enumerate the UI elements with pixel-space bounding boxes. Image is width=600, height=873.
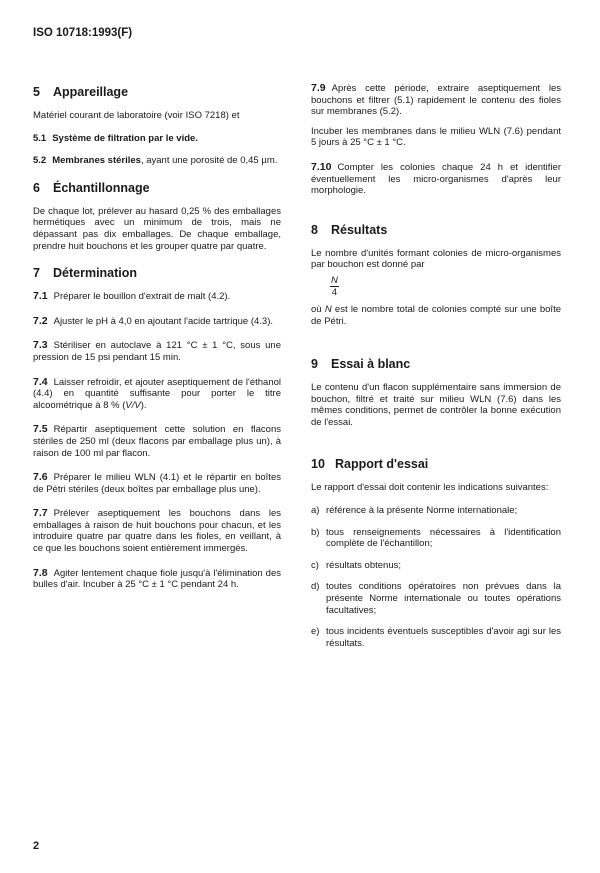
clause-text: Ajuster le pH à 4,0 en ajoutant l'acide tartrique (4.3). [53,315,273,327]
clause-7-10 [311,162,561,197]
clause-5-1 [33,133,281,145]
section-number: 6 [33,180,40,195]
section-9-text: Le contenu d'un flacon supplémentaire sans immersion de bouchon, filtré et traité sur milieu WLN (7.6) dans les mêmes conditions, permet de contrôler la bonne exécution de l'essai. [311,382,561,428]
section-9-heading [311,357,561,372]
clause-text: Préparer le milieu WLN (4.1) et le répartir en boîtes de Pétri stériles (deux boîtes par emballage plus une). [33,472,281,495]
list-text: tous renseignements nécessaires à l'identification complète de l'échantillon; [326,526,561,550]
clause-text-end: ). [140,399,147,411]
list-item [311,626,561,649]
clause-bold-term: Membranes stériles [52,155,141,167]
list-item [311,527,561,550]
list-marker: b) [311,526,320,538]
clause-text: Prélever aseptiquement les bouchons dans les emballages à raison de huit bouchons pour chacun, et les introduire quatre par quatre dans les fioles, en veillant, à ce que les bouchons soient entièrement immergés. [33,508,281,555]
clause-text: Compter les colonies chaque 24 h et identifier éventuellement les micro-organismes d'après leur morphologie. [311,161,561,197]
section-number: 8 [311,222,318,237]
fraction-denominator: 4 [331,286,338,298]
clause-number: 7.1 [33,290,48,303]
list-text: référence à la présente Norme internationale; [326,505,518,517]
clause-7-6 [33,472,281,495]
clause-7-1 [33,291,281,303]
clause-number: 7.10 [311,160,332,173]
clause-7-9-continued: Incuber les membranes dans le milieu WLN (7.6) pendant 5 jours à 25 °C ± 1 °C. [311,125,561,149]
where-text: est le nombre total de colonies compté sur une boîte de Pétri. [311,303,561,327]
list-item [311,505,561,517]
clause-number: 7.6 [33,471,48,484]
clause-7-7 [33,508,281,554]
clause-7-8 [33,568,281,591]
fraction-numerator: N [331,274,338,286]
section-8-heading [311,223,561,238]
clause-number: 7.9 [311,82,326,94]
page-number: 2 [33,840,40,852]
clause-number: 7.5 [33,423,48,436]
clause-text: Préparer le bouillon d'extrait de malt (4.2). [53,291,231,303]
clause-italic: V/V [125,399,141,411]
clause-number: 7.8 [33,566,48,579]
section-10-text: Le rapport d'essai doit contenir les indications suivantes: [311,481,549,493]
clause-number: 5.2 [33,155,47,167]
section-title: Échantillonnage [53,180,150,195]
clause-5-2 [33,155,281,167]
clause-number: 5.1 [33,132,47,144]
list-item [311,560,561,572]
list-marker: c) [311,559,319,571]
section-8-text: Le nombre d'unités formant colonies de micro-organismes par bouchon est donné par [311,247,561,271]
list-text: tous incidents éventuels susceptibles d'avoir agi sur les résultats. [326,626,561,649]
section-10-heading [311,457,561,472]
clause-7-2 [33,316,281,328]
where-prefix: où [311,303,325,315]
section-8-where [311,304,561,327]
list-marker: d) [311,581,320,593]
formula-fraction [330,275,339,298]
list-marker: a) [311,505,320,517]
clause-7-5 [33,424,281,459]
clause-number: 7.2 [33,314,48,327]
list-text: résultats obtenus; [326,559,401,571]
right-column [311,83,561,659]
section-title: Appareillage [53,85,129,99]
section-5-intro: Matériel courant de laboratoire (voir ISO 7218) et [33,110,240,121]
clause-number: 7.7 [33,507,48,520]
section-title: Résultats [331,222,388,237]
clause-text: Stériliser en autoclave à 121 °C ± 1 °C, sous une pression de 15 psi pendant 15 min. [33,340,281,363]
section-title: Essai à blanc [331,357,411,372]
section-number: 10 [311,456,325,471]
section-6-text: De chaque lot, prélever au hasard 0,25 % des emballages hermétiques avec un minimum de trois, mais ne dépassant pas dix emballages. De chaque emballage, prendre huit bouchons et les grouper quatre par quatre. [33,205,281,252]
section-number: 9 [311,357,318,372]
left-column [33,85,281,602]
clause-title: Système de filtration par le vide. [52,132,198,144]
section-number: 5 [33,85,40,99]
list-marker: e) [311,626,320,638]
section-7-heading [33,266,281,281]
document-header: ISO 10718:1993(F) [33,27,133,39]
clause-text: Répartir aseptiquement cette solution en flacons stériles de 250 ml (deux flacons par emballage plus un), à raison de 100 ml par flacon. [33,424,281,459]
clause-7-3 [33,340,281,363]
clause-text: Laisser refroidir, et ajouter aseptiquement de l'éthanol (4.4) en quantité suffisante pour porter le titre alcoométrique à 8 % ( [33,376,281,411]
section-5-heading [33,85,281,100]
clause-7-4 [33,377,281,412]
where-variable: N [324,303,332,315]
clause-number: 7.3 [33,339,48,352]
clause-text: , ayant une porosité de 0,45 µm. [140,155,278,167]
section-6-heading [33,181,281,196]
list-text: toutes conditions opératoires non prévues dans la présente Norme internationale ou toutes opérations facultatives; [326,581,561,616]
clause-7-9 [311,83,561,118]
section-title: Rapport d'essai [335,456,429,471]
list-item [311,581,561,616]
clause-number: 7.4 [33,375,48,388]
clause-text: Après cette période, extraire aseptiquement les bouchons et filtrer (5.1) rapidement le contenu des fioles sur membranes (5.2). [311,83,561,118]
section-number: 7 [33,266,40,281]
clause-text: Agiter lentement chaque fiole jusqu'à l'élimination des bulles d'air. Incuber à 25 °C ± 1 °C pendant 24 h. [33,567,281,591]
section-title: Détermination [53,266,138,281]
